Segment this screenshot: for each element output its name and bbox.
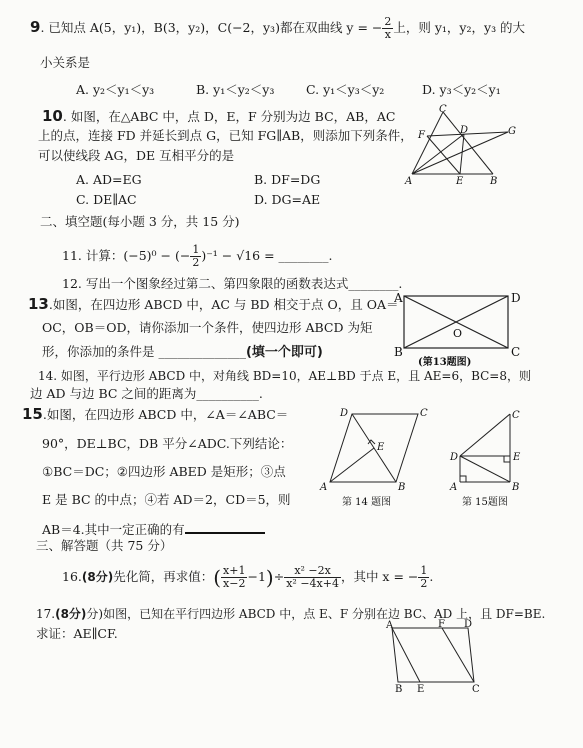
q15-line5 [42,520,265,538]
q13-line1 [28,296,399,313]
q16-condition: ，其中 x = − [340,569,419,584]
q9-option-b: B. y₁＜y₂＜y₃ [196,82,275,97]
q11-line [62,244,333,269]
q17-label-d: D [464,619,473,630]
q14-line1: 14. 如图，平行边形 ABCD 中，对角线 BD=10，AE⊥BD 于点 E，且 AE=6，BC=8，则 [38,369,531,383]
q10-option-d: D. DG=AE [254,192,321,207]
q15-number: 15 [22,405,43,423]
q17-label-a: A [386,620,394,631]
q9-stem-end: 上，则 y₁，y₂，y₃ 的大 [393,20,526,35]
q9-option-d: D. y₃＜y₂＜y₁ [422,82,501,97]
q16-f1-den: x−2 [223,577,246,590]
q13-label-a: A [394,291,403,305]
q10-option-c: C. DE∥AC [76,192,137,207]
q13-label-c: C [511,345,521,359]
q15-line1 [22,406,288,423]
q9-option-a: A. y₂＜y₁＜y₃ [76,82,155,97]
q10-label-d: D [460,125,469,136]
q9-line2: 小关系是 [40,55,91,70]
q14-label-e: E [377,442,385,453]
section2-title: 二、填空题(每小题 3 分，共 15 分) [40,214,240,229]
q11-frac-den: 2 [192,256,200,269]
q17-score: (8分) [55,607,87,621]
q10-figure [398,104,528,186]
q16-score: (8分) [81,570,114,584]
q17-text1: 分)如图，已知在平行四边形 ABCD 中，点 E、F 分别在边 BC、AD 上，且 DF=BE. [86,607,546,621]
q9-stem: . 已知点 A(5，y₁)，B(3，y₂)，C(−2，y₃)都在双曲线 y = − [40,20,383,35]
q10-line1 [42,108,395,125]
section3-title: 三、解答题（共 75 分） [36,538,173,553]
q10-option-a: A. AD=EG [76,172,142,187]
q16-f2-den: x² −4x+4 [286,577,339,590]
q9-frac-num: 2 [384,15,392,28]
q16-fraction-2 [284,565,341,590]
q15-figure [448,404,538,508]
q9-number: 9 [30,18,41,36]
q16-minus-one: −1 [247,569,266,584]
q15-label-b: B [512,482,520,493]
q11-fraction [190,244,201,269]
q9-line1 [30,16,525,41]
q10-label-g: G [508,126,516,137]
q16-f1-num: x+1 [223,564,246,577]
q16-f2-num: x² −2x [284,565,341,578]
q17-number: 17. [36,607,56,621]
q14-label-b: B [398,482,406,493]
q17-label-f: F [438,619,445,630]
q15-text5: AB＝4.其中一定正确的有 [42,522,185,537]
q10-line2: 上的点，连接 FD 并延长到点 G，已知 FG∥AB，则添加下列条件， [38,128,413,143]
q16-divide: ÷ [273,569,285,584]
q13-text3: 形，你添加的条件是 ______________ [42,344,246,359]
q9-frac-den: x [384,28,391,41]
q16-text: 先化简，再求值： [113,569,214,584]
q15-text1: .如图，在四边形 ABCD 中，∠A＝∠ABC＝ [42,407,289,422]
q16-end: . [429,569,434,584]
q9-fraction [382,16,393,41]
q10-label-e: E [456,176,464,186]
q15-answer-blank [185,520,265,534]
q17-label-c: C [472,684,480,694]
q11-frac-num: 1 [192,243,200,256]
q16-paren-close: ) [265,565,274,590]
q15-line4: E 是 BC 的中点；④若 AD＝2，CD＝5，则 [42,492,291,507]
q13-handwritten-note: (填一个即可) [245,345,323,360]
q15-label-d: D [450,452,459,463]
q16-number: 16. [62,569,82,584]
q13-label-b: B [394,345,403,359]
q10-label-a: A [405,176,413,186]
q10-label-f: F [418,130,425,141]
q10-text1: . 如图，在△ABC 中，点 D，E，F 分别为边 BC，AB，AC [62,109,396,124]
q13-line2: OC，OB＝OD，请你添加一个条件，使四边形 ABCD 为矩 [42,320,373,335]
q13-figure [394,288,524,368]
q15-line2: 90°，DE⊥BC，DB 平分∠ADC.下列结论： [42,436,293,451]
q10-number: 10 [42,107,63,125]
q13-line3 [42,344,323,361]
q15-line3: ①BC＝DC；②四边形 ABED 是矩形；③点 [42,464,286,479]
q10-option-b: B. DF=DG [254,172,321,187]
q13-number: 13 [28,295,49,313]
q14-figure [318,404,428,508]
q17-label-e: E [417,684,425,694]
q16-fraction-1 [221,565,247,590]
q13-caption: (第13题图) [418,357,472,368]
q13-label-o: O [453,327,463,340]
q9-option-c: C. y₁＜y₃＜y₂ [306,82,385,97]
q15-caption: 第 15题图 [462,497,508,508]
q12-line: 12. 写出一个图象经过第二、第四象限的函数表达式________. [62,276,403,291]
q16-paren-open: ( [213,565,222,590]
q13-label-d: D [511,291,521,305]
q17-line2: 求证：AE∥CF. [36,626,118,641]
q14-caption: 第 14 题图 [342,497,392,508]
q14-label-a: A [320,482,328,493]
q16-line [62,562,433,592]
q14-label-d: D [340,408,349,419]
q17-figure [384,618,494,694]
q16-x-num: 1 [420,564,428,577]
q16-x-den: 2 [420,577,428,590]
q10-label-b: B [490,176,498,186]
q11-text-end: )⁻¹ − √16 = ________. [201,248,333,263]
q15-label-e: E [513,452,521,463]
q14-line2: 边 AD 与边 BC 之间的距离为__________. [30,386,263,401]
q13-text1: .如图，在四边形 ABCD 中，AC 与 BD 相交于点 O，且 OA＝ [48,297,399,312]
q10-line3: 可以使线段 AG，DE 互相平分的是 [38,148,235,163]
q10-label-c: C [439,104,447,115]
q11-text: 11. 计算：(−5)⁰ − (− [62,248,191,263]
q17-label-b: B [395,684,403,694]
q15-label-a: A [450,482,458,493]
q14-label-c: C [420,408,428,419]
q15-label-c: C [512,410,520,421]
q16-x-fraction [418,565,429,590]
